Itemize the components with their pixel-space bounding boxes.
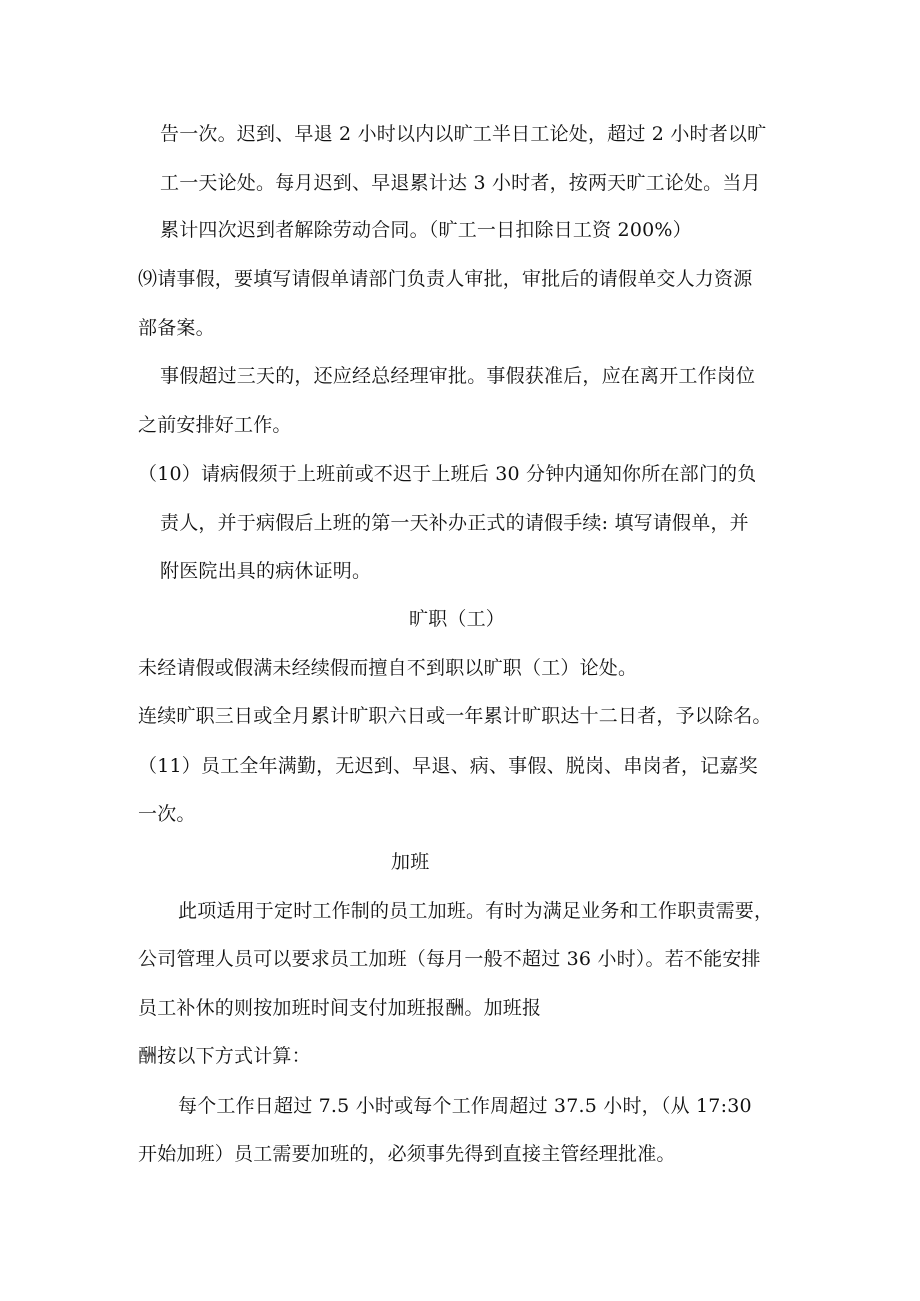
section-heading-overtime: 加班 [391,851,430,873]
item-10-line-3: 附医院出具的病休证明。 [160,560,372,582]
item-9-line-2: 部备案。 [138,317,215,339]
personal-leave-line-2: 之前安排好工作。 [138,414,292,436]
overtime-line-2: 公司管理人员可以要求员工加班（每月一般不超过 36 小时）。若不能安排 [138,948,761,970]
paragraph-line-3: 累计四次迟到者解除劳动合同。（旷工一日扣除日工资 200%） [160,219,692,241]
overtime-line-4: 酬按以下方式计算： [138,1045,311,1067]
section-heading-absence: 旷职（工） [409,608,506,630]
item-10-line-1: （10）请病假须于上班前或不迟于上班后 30 分钟内通知你所在部门的负 [138,463,757,485]
paragraph-line-1: 告一次。迟到、早退 2 小时以内以旷工半日工论处，超过 2 小时者以旷 [160,123,767,145]
item-9-line-1: ⑼请事假，要填写请假单请部门负责人审批，审批后的请假单交人力资源 [138,268,753,290]
absence-line-1: 未经请假或假满未经续假而擅自不到职以旷职（工）论处。 [138,657,638,679]
overtime-rule-line-1: 每个工作日超过 7.5 小时或每个工作周超过 37.5 小时，（从 17:30 [178,1095,752,1117]
item-11-line-1: （11）员工全年满勤，无迟到、早退、病、事假、脱岗、串岗者，记嘉奖 [138,755,758,777]
overtime-line-3: 员工补休的则按加班时间支付加班报酬。加班报 [138,997,542,1019]
item-10-line-2: 责人，并于病假后上班的第一天补办正式的请假手续: 填写请假单，并 [160,512,749,534]
overtime-line-1: 此项适用于定时工作制的员工加班。有时为满足业务和工作职责需要， [178,900,774,922]
paragraph-line-2: 工一天论处。每月迟到、早退累计达 3 小时者，按两天旷工论处。当月 [160,172,761,194]
absence-line-2: 连续旷职三日或全月累计旷职六日或一年累计旷职达十二日者，予以除名。 [138,705,772,727]
personal-leave-line-1: 事假超过三天的，还应经总经理审批。事假获准后，应在离开工作岗位 [160,365,756,387]
overtime-rule-line-2: 开始加班）员工需要加班的，必须事先得到直接主管经理批准。 [138,1143,676,1165]
item-11-line-2: 一次。 [138,803,196,825]
